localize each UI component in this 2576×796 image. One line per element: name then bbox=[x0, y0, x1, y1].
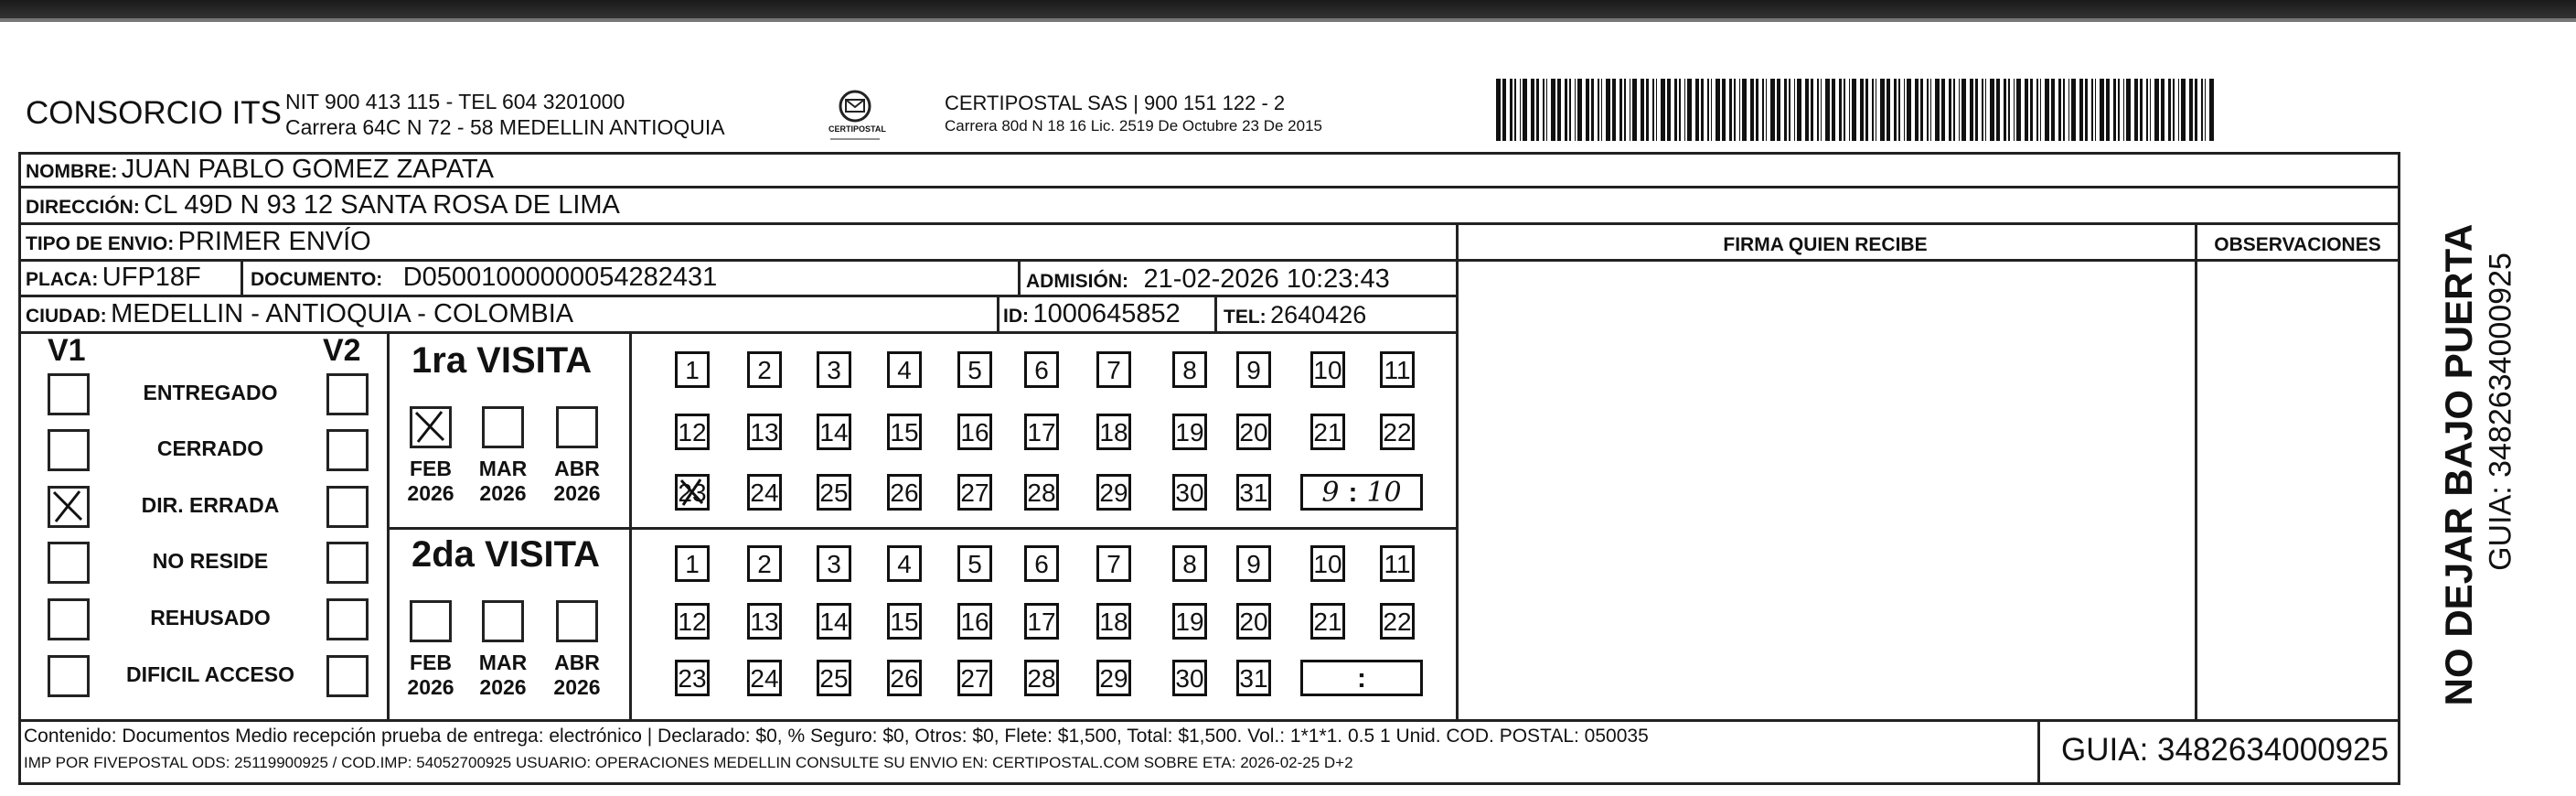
envelope-icon bbox=[823, 88, 887, 146]
visit1-day-marked[interactable]: 23 bbox=[675, 474, 710, 511]
visit2-day[interactable]: 28 bbox=[1024, 660, 1059, 696]
direccion-label: DIRECCIÓN: bbox=[26, 197, 140, 218]
visit1-day[interactable]: 25 bbox=[817, 474, 851, 511]
v1-checkbox[interactable] bbox=[48, 598, 90, 640]
visit2-day[interactable]: 4 bbox=[887, 545, 922, 582]
visit2-day[interactable]: 13 bbox=[747, 603, 782, 640]
side-guia: GUIA: 3482634000925 bbox=[2483, 253, 2518, 571]
visit2-day[interactable]: 21 bbox=[1310, 603, 1345, 640]
status-label: CERRADO bbox=[156, 436, 264, 460]
visit-divider bbox=[387, 527, 1456, 530]
status-label: NO RESIDE bbox=[152, 549, 269, 573]
col-divider bbox=[1456, 222, 1459, 719]
visit1-day[interactable]: 27 bbox=[957, 474, 992, 511]
visit1-day[interactable]: 10 bbox=[1310, 351, 1345, 388]
visit1-day[interactable]: 3 bbox=[817, 351, 851, 388]
nombre-row bbox=[26, 155, 494, 185]
visit1-day[interactable]: 29 bbox=[1096, 474, 1131, 511]
visit1-year-label: 2026 bbox=[479, 481, 527, 505]
visit2-month-label: FEB bbox=[410, 651, 452, 674]
visit1-day[interactable]: 12 bbox=[675, 414, 710, 450]
row-divider bbox=[18, 222, 2400, 225]
visit1-day[interactable]: 8 bbox=[1172, 351, 1207, 388]
v2-checkbox[interactable] bbox=[326, 486, 369, 528]
row-divider bbox=[18, 331, 1456, 334]
visit1-day[interactable]: 31 bbox=[1236, 474, 1271, 511]
col-divider bbox=[2195, 222, 2197, 719]
v2-label: V2 bbox=[323, 333, 361, 368]
visit1-day[interactable]: 7 bbox=[1096, 351, 1131, 388]
visit1-year-label: 2026 bbox=[407, 481, 454, 505]
v1-checkbox[interactable] bbox=[48, 655, 90, 697]
visit2-day[interactable]: 20 bbox=[1236, 603, 1271, 640]
visit2-day[interactable]: 14 bbox=[817, 603, 851, 640]
visit1-day[interactable]: 28 bbox=[1024, 474, 1059, 511]
visit1-day[interactable]: 21 bbox=[1310, 414, 1345, 450]
placa-row bbox=[26, 263, 201, 293]
visit2-day[interactable]: 2 bbox=[747, 545, 782, 582]
placa-label: PLACA: bbox=[26, 269, 99, 290]
visit2-month-label: ABR bbox=[554, 651, 600, 674]
col-divider bbox=[1018, 259, 1021, 295]
visit1-day[interactable]: 16 bbox=[957, 414, 992, 450]
visit1-day[interactable]: 14 bbox=[817, 414, 851, 450]
visit2-day[interactable]: 8 bbox=[1172, 545, 1207, 582]
v2-checkbox[interactable] bbox=[326, 598, 369, 640]
status-label: DIFICIL ACCESO bbox=[125, 662, 294, 686]
visit1-month-box-checked[interactable] bbox=[410, 406, 452, 448]
visit1-day[interactable]: 18 bbox=[1096, 414, 1131, 450]
visit2-title: 2da VISITA bbox=[412, 534, 600, 575]
time-separator: : bbox=[1348, 478, 1358, 508]
id-value: 1000645852 bbox=[1032, 299, 1181, 328]
visit2-day[interactable]: 1 bbox=[675, 545, 710, 582]
col-divider bbox=[2037, 719, 2040, 785]
footer-line1: Contenido: Documentos Medio recepción prueba de entrega: electrónico | Declarado: $0, % Seguro: $0, Otros: $0, Flete: $1,500, Total: $1,500. Vol.: 1*1*1. 0.5 1 Unid. COD. POSTAL: 050035 bbox=[24, 726, 1649, 747]
placa-value: UFP18F bbox=[102, 263, 201, 292]
direccion-value: CL 49D N 93 12 SANTA ROSA DE LIMA bbox=[144, 190, 620, 220]
documento-row bbox=[251, 263, 717, 293]
v1-checkbox[interactable] bbox=[48, 429, 90, 471]
tel-row bbox=[1224, 301, 1366, 329]
nombre-value: JUAN PABLO GOMEZ ZAPATA bbox=[121, 155, 494, 184]
visit2-day[interactable]: 5 bbox=[957, 545, 992, 582]
tipo-value: PRIMER ENVÍO bbox=[177, 227, 371, 256]
visit1-month-box[interactable] bbox=[482, 406, 524, 448]
col-divider bbox=[240, 259, 243, 295]
status-label: DIR. ERRADA bbox=[141, 493, 280, 517]
visit1-time-box[interactable] bbox=[1300, 474, 1423, 511]
visit2-day[interactable]: 11 bbox=[1380, 545, 1415, 582]
visit2-year-label: 2026 bbox=[407, 675, 454, 699]
footer-guia: GUIA: 3482634000925 bbox=[2061, 732, 2389, 768]
observaciones-header: OBSERVACIONES bbox=[2214, 234, 2381, 255]
v2-checkbox[interactable] bbox=[326, 373, 369, 415]
ciudad-row bbox=[26, 299, 573, 329]
visit2-day[interactable]: 19 bbox=[1172, 603, 1207, 640]
visit2-time-box[interactable] bbox=[1300, 660, 1423, 696]
visit1-title: 1ra VISITA bbox=[412, 340, 593, 381]
col-divider bbox=[629, 331, 632, 719]
time-hour: 9 bbox=[1321, 477, 1340, 509]
ciudad-label: CIUDAD: bbox=[26, 306, 107, 327]
visit1-day[interactable]: 9 bbox=[1236, 351, 1271, 388]
visit1-day[interactable]: 26 bbox=[887, 474, 922, 511]
v2-checkbox[interactable] bbox=[326, 542, 369, 584]
visit1-day[interactable]: 17 bbox=[1024, 414, 1059, 450]
visit1-day[interactable]: 13 bbox=[747, 414, 782, 450]
visit2-day[interactable]: 6 bbox=[1024, 545, 1059, 582]
col-divider bbox=[1214, 295, 1217, 331]
v2-checkbox[interactable] bbox=[326, 655, 369, 697]
tel-value: 2640426 bbox=[1270, 301, 1367, 328]
admision-label: ADMISIÓN: bbox=[1026, 271, 1128, 292]
id-row bbox=[1003, 299, 1181, 329]
visit1-month-label: FEB bbox=[410, 457, 452, 480]
barcode bbox=[1496, 79, 2218, 141]
tel-label: TEL: bbox=[1224, 307, 1267, 328]
visit1-day[interactable]: 6 bbox=[1024, 351, 1059, 388]
visit2-day[interactable]: 29 bbox=[1096, 660, 1131, 696]
ciudad-value: MEDELLIN - ANTIOQUIA - COLOMBIA bbox=[111, 299, 574, 328]
visit2-day[interactable]: 27 bbox=[957, 660, 992, 696]
footer-line2: IMP POR FIVEPOSTAL ODS: 25119900925 / COD.IMP: 54052700925 USUARIO: OPERACIONES MEDELLIN CONSULTE SU ENVIO EN: CERTIPOSTAL.COM SOBRE ETA: 2026-02-25 D+2 bbox=[24, 754, 1353, 771]
visit1-day[interactable]: 1 bbox=[675, 351, 710, 388]
visit1-day[interactable]: 30 bbox=[1172, 474, 1207, 511]
visit1-day[interactable]: 24 bbox=[747, 474, 782, 511]
scan-top-edge bbox=[0, 0, 2576, 18]
visit1-day[interactable]: 2 bbox=[747, 351, 782, 388]
documento-label: DOCUMENTO: bbox=[251, 269, 383, 290]
admision-row bbox=[1026, 264, 1390, 295]
status-label: REHUSADO bbox=[150, 606, 271, 629]
address-line: Carrera 64C N 72 - 58 MEDELLIN ANTIOQUIA bbox=[285, 115, 725, 139]
visit2-day[interactable]: 12 bbox=[675, 603, 710, 640]
visit2-day[interactable]: 26 bbox=[887, 660, 922, 696]
visit2-day[interactable]: 17 bbox=[1024, 603, 1059, 640]
visit2-month-box[interactable] bbox=[482, 600, 524, 642]
visit2-day[interactable]: 3 bbox=[817, 545, 851, 582]
visit1-month-box[interactable] bbox=[556, 406, 598, 448]
visit1-day[interactable]: 5 bbox=[957, 351, 992, 388]
row-divider bbox=[18, 719, 2400, 722]
documento-value: D05001000000054282431 bbox=[402, 263, 718, 292]
visit1-month-label: ABR bbox=[554, 457, 600, 480]
visit2-day[interactable]: 7 bbox=[1096, 545, 1131, 582]
col-divider bbox=[997, 295, 999, 331]
visit2-day[interactable]: 9 bbox=[1236, 545, 1271, 582]
visit1-month-label: MAR bbox=[478, 457, 528, 480]
logo-text: CERTIPOSTAL bbox=[828, 124, 886, 134]
visit2-day[interactable]: 23 bbox=[675, 660, 710, 696]
visit1-day[interactable]: 4 bbox=[887, 351, 922, 388]
visit2-month-box[interactable] bbox=[556, 600, 598, 642]
row-divider bbox=[18, 186, 2400, 188]
visit1-day[interactable]: 20 bbox=[1236, 414, 1271, 450]
direccion-row bbox=[26, 190, 620, 221]
visit2-day[interactable]: 25 bbox=[817, 660, 851, 696]
certipostal-line1: CERTIPOSTAL SAS | 900 151 122 - 2 bbox=[945, 91, 1286, 114]
v1-checkbox[interactable] bbox=[48, 373, 90, 415]
nit-line: NIT 900 413 115 - TEL 604 3201000 bbox=[285, 90, 625, 113]
visit2-year-label: 2026 bbox=[479, 675, 527, 699]
col-divider bbox=[387, 331, 390, 719]
visit2-year-label: 2026 bbox=[553, 675, 601, 699]
visit2-day[interactable]: 16 bbox=[957, 603, 992, 640]
visit2-day[interactable]: 22 bbox=[1380, 603, 1415, 640]
visit2-month-box[interactable] bbox=[410, 600, 452, 642]
v1-label: V1 bbox=[48, 333, 86, 368]
status-label: ENTREGADO bbox=[143, 381, 278, 404]
visit2-day[interactable]: 15 bbox=[887, 603, 922, 640]
visit1-year-label: 2026 bbox=[553, 481, 601, 505]
tipo-row bbox=[26, 227, 371, 257]
nombre-label: NOMBRE: bbox=[26, 161, 118, 182]
row-divider bbox=[18, 259, 2400, 262]
visit2-day[interactable]: 10 bbox=[1310, 545, 1345, 582]
v1-checkbox[interactable] bbox=[48, 542, 90, 584]
id-label: ID: bbox=[1003, 306, 1029, 327]
visit1-day[interactable]: 15 bbox=[887, 414, 922, 450]
visit1-day[interactable]: 19 bbox=[1172, 414, 1207, 450]
visit2-day[interactable]: 18 bbox=[1096, 603, 1131, 640]
firma-header: FIRMA QUIEN RECIBE bbox=[1723, 234, 1928, 255]
certipostal-line2: Carrera 80d N 18 16 Lic. 2519 De Octubre 23 De 2015 bbox=[945, 117, 1322, 134]
visit2-day[interactable]: 24 bbox=[747, 660, 782, 696]
tipo-label: TIPO DE ENVIO: bbox=[26, 233, 175, 254]
certipostal-logo bbox=[823, 88, 887, 146]
v1-checkbox-checked[interactable] bbox=[48, 486, 90, 528]
time-separator: : bbox=[1357, 663, 1366, 694]
side-no-dejar: NO DEJAR BAJO PUERTA bbox=[2437, 223, 2480, 706]
visit1-day[interactable]: 22 bbox=[1380, 414, 1415, 450]
row-divider bbox=[18, 295, 1456, 297]
time-minute: 10 bbox=[1366, 477, 1402, 509]
visit1-day[interactable]: 11 bbox=[1380, 351, 1415, 388]
visit2-day[interactable]: 30 bbox=[1172, 660, 1207, 696]
v2-checkbox[interactable] bbox=[326, 429, 369, 471]
admision-value: 21-02-2026 10:23:43 bbox=[1143, 264, 1390, 294]
visit2-month-label: MAR bbox=[478, 651, 528, 674]
visit2-day[interactable]: 31 bbox=[1236, 660, 1271, 696]
company-name: CONSORCIO ITS bbox=[26, 95, 283, 131]
